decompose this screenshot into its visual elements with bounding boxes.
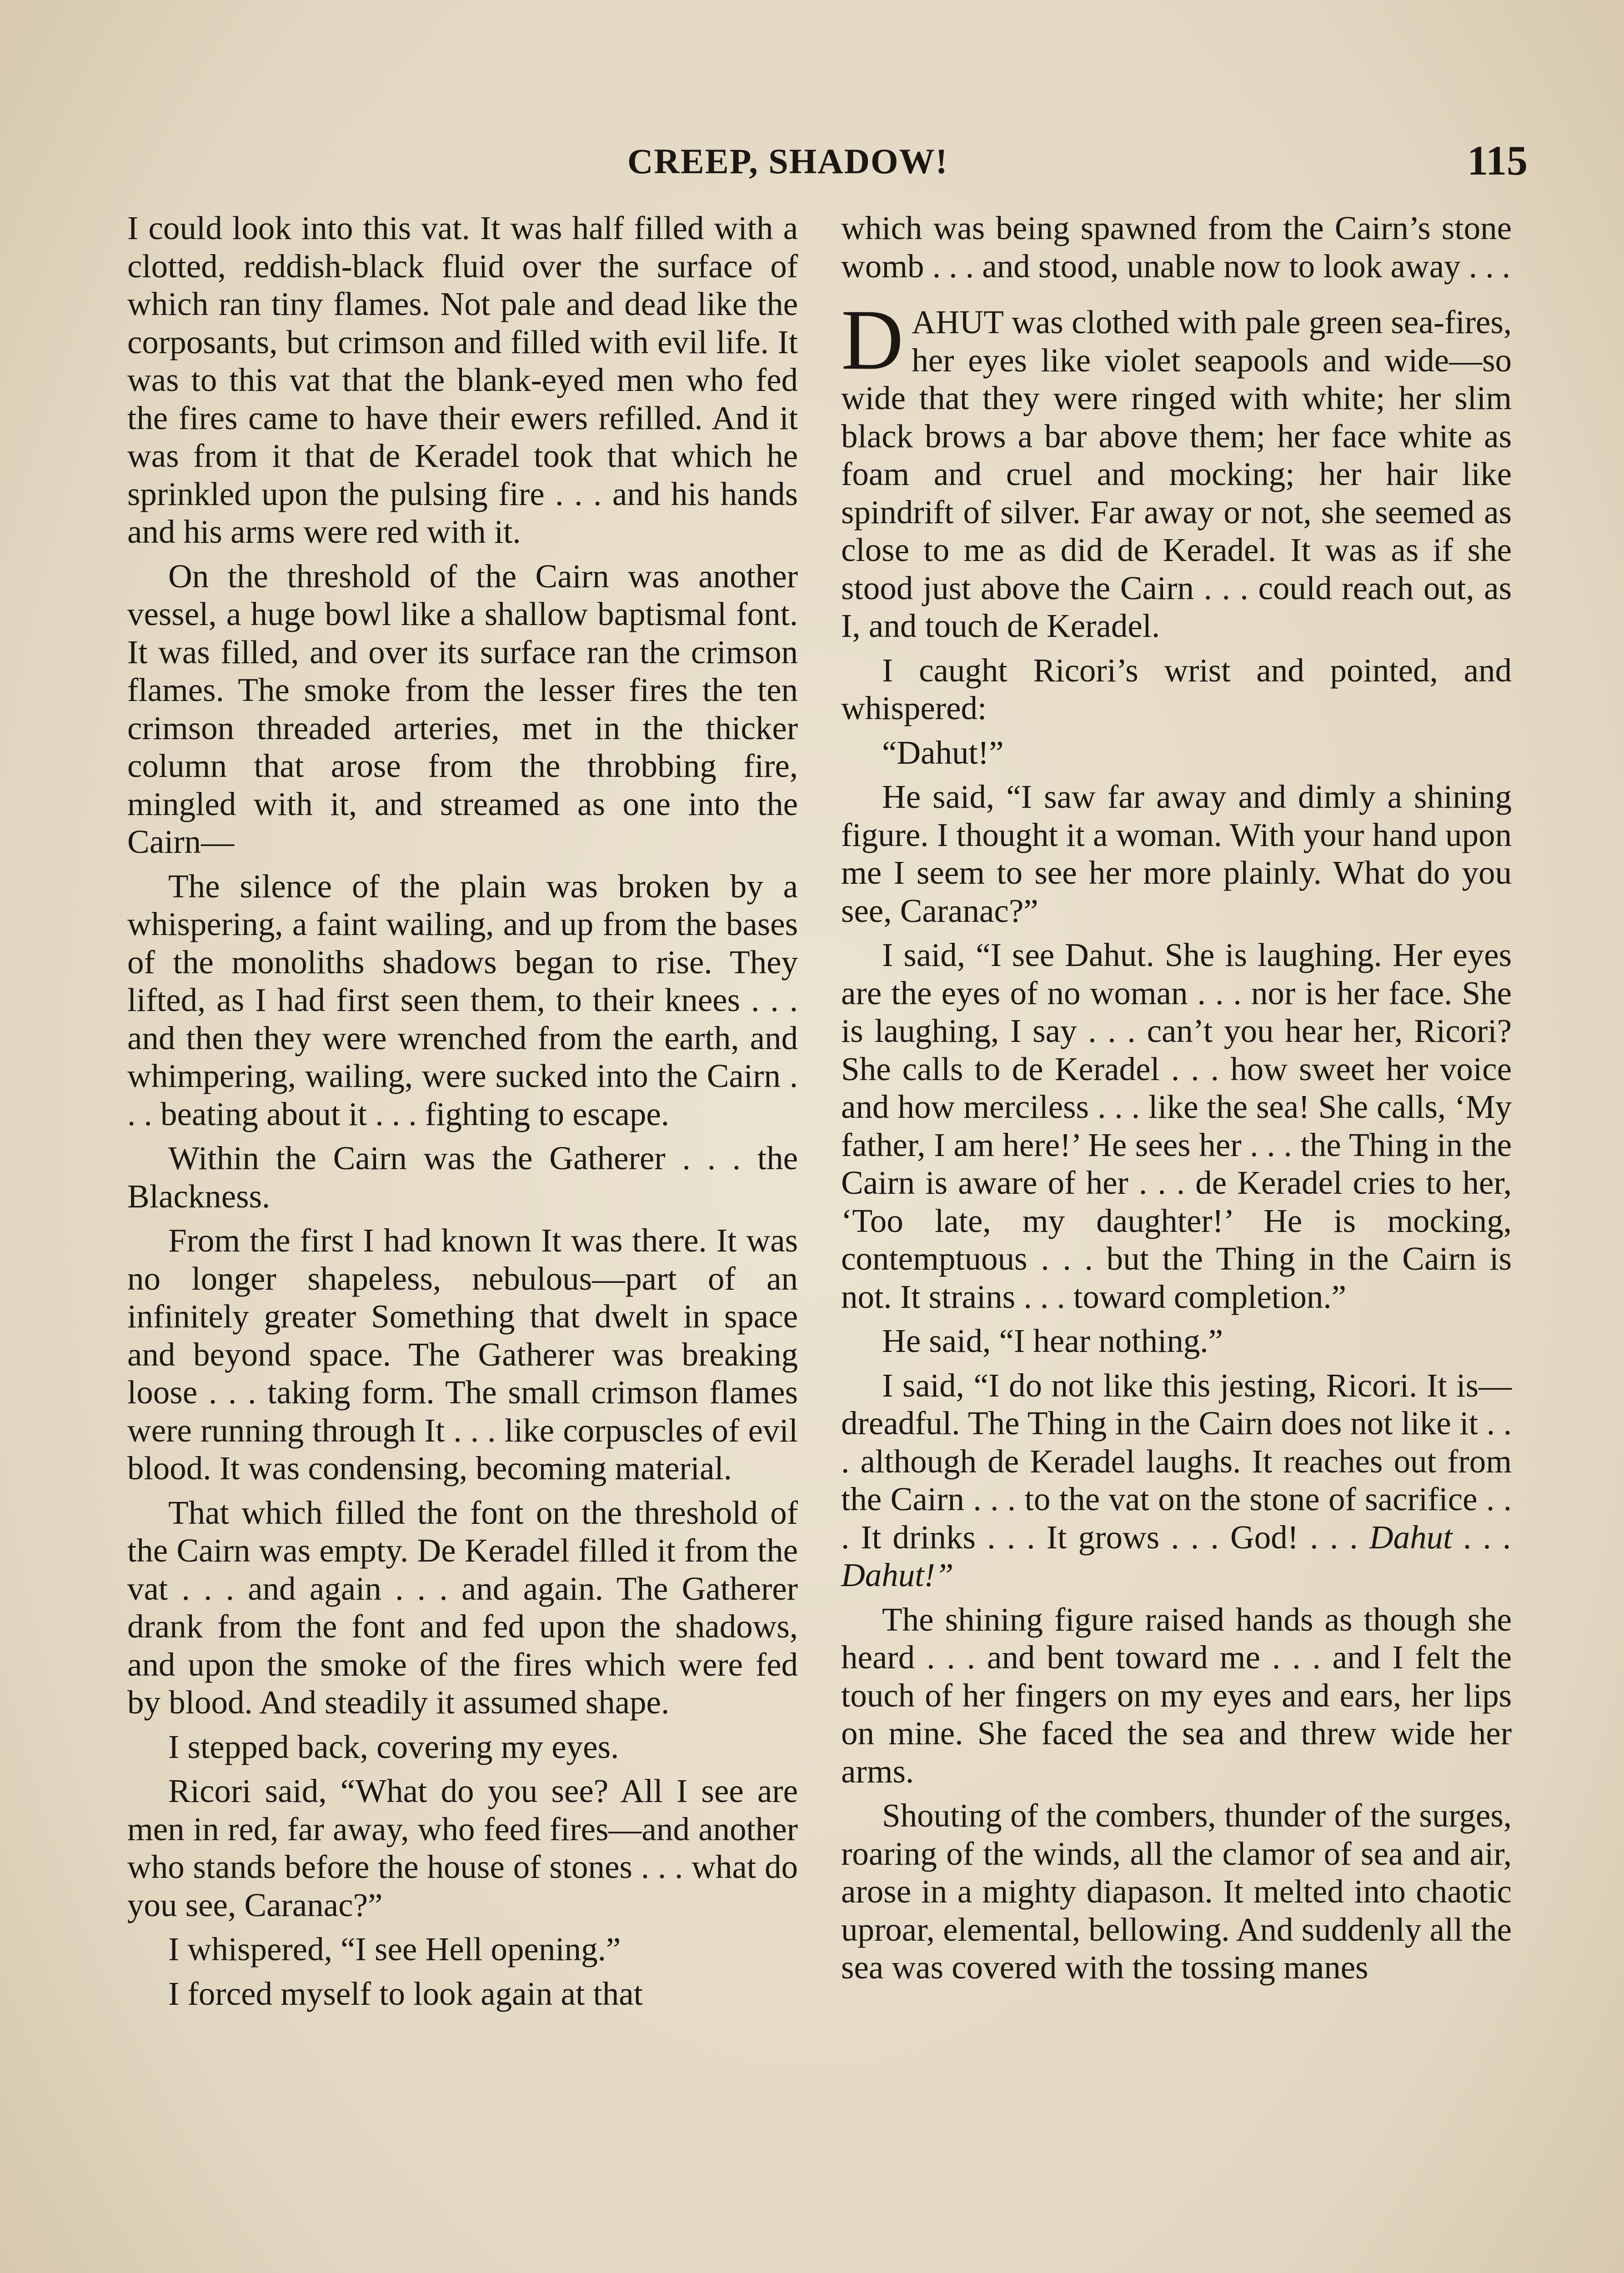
paragraph: which was being spawned from the Cairn’s stone womb . . . and stood, unable now to look away . . . <box>841 210 1512 285</box>
paragraph: I whispered, “I see Hell opening.” <box>168 1931 621 1968</box>
paragraph: I could look into this vat. It was half filled with a clotted, reddish-black fluid over the surface of which ran tiny flames. Not pale and dead like the corposants, but crimson and filled with evil life. It was to this vat that the blank-eyed men who fed the fires came to have their ewers refilled. And it was from it that de Keradel took that which he sprinkled upon the pulsing fire . . . and his hands and his arms were red with it. <box>127 210 798 550</box>
drop-cap: D <box>841 292 904 388</box>
page-header <box>627 136 1528 191</box>
paragraph: Within the Cairn was the Gatherer . . . the Blackness. <box>127 1140 798 1215</box>
left-column <box>127 209 798 2019</box>
paragraph: On the threshold of the Cairn was another vessel, a huge bowl like a shallow baptismal font. It was filled, and over its surface ran the crimson flames. The smoke from the lesser fires the ten crimson threaded arteries, met in the thicker column that arose from the throbbing fire, mingled with it, and streamed as one into the Cairn— <box>127 557 798 860</box>
paragraph: I stepped back, covering my eyes. <box>168 1728 619 1765</box>
paragraph: Ricori said, “What do you see? All I see are men in red, far away, who feed fires—and another who stands before the house of stones . . . what do you see, Caranac?” <box>127 1772 798 1923</box>
paragraph: From the first I had known It was there. It was no longer shapeless, nebulous—part of an infinitely greater Something that dwelt in space and beyond space. The Gatherer was breaking loose . . . taking form. The small crimson flames were running through It . . . like corpuscles of evil blood. It was condensing, becoming material. <box>127 1222 798 1487</box>
dropcap-text: AHUT was clothed with pale green sea-fires, her eyes like violet seapools and wide—so wide that they were ringed with white; her slim black brows a bar above them; her face white as foam and cruel and mocking; her hair like spindrift of silver. Far away or not, she seemed as close to me as did de Keradel. It was as if she stood just above the Cairn . . . could reach out, as I, and touch de Keradel. <box>841 304 1512 644</box>
paragraph: He said, “I saw far away and dimly a shining figure. I thought it a woman. With your hand upon me I seem to see her more plainly. What do you see, Caranac?” <box>841 778 1512 929</box>
italic-text: Dahut . . . Dahut!” <box>841 1518 1512 1593</box>
dropcap-paragraph <box>841 292 1512 645</box>
paragraph <box>841 1367 1512 1594</box>
paragraph: The silence of the plain was broken by a whispering, a faint wailing, and up from the bases of the monoliths shadows began to rise. They lifted, as I had first seen them, to their knees . . . and then they were wrenched from the earth, and whimpering, wailing, were sucked into the Cairn . . . beating about it . . . fighting to escape. <box>127 867 798 1132</box>
paragraph: The shining figure raised hands as though she heard . . . and bent toward me . . . and I felt the touch of her fingers on my eyes and ears, her lips on mine. She faced the sea and threw wide her arms. <box>841 1601 1512 1790</box>
right-column <box>841 209 1512 1993</box>
paragraph: “Dahut!” <box>882 734 1004 771</box>
paragraph: Shouting of the combers, thunder of the surges, roaring of the winds, all the clamor of sea and air, arose in a mighty diapason. It melted into chaotic uproar, elemental, bellowing. And suddenly all the sea was covered with the tossing manes <box>841 1797 1512 1986</box>
page-number: 115 <box>1467 137 1528 184</box>
paragraph: I caught Ricori’s wrist and pointed, and whispered: <box>841 651 1512 726</box>
paragraph: I forced myself to look again at that <box>168 1975 643 2012</box>
paragraph-text: I said, “I do not like this jesting, Ricori. It is—dreadful. The Thing in the Cairn does not like it . . . although de Keradel laughs. It reaches out from the Cairn . . . to the vat on the stone of sacrifice . . . It drinks . . . It grows . . . God! . . . <box>841 1367 1512 1556</box>
paragraph: I said, “I see Dahut. She is laughing. Her eyes are the eyes of no woman . . . nor is her face. She is laughing, I say . . . can’t you hear her, Ricori? She calls to de Keradel . . . how sweet her voice and how merciless . . . like the sea! She calls, ‘My father, I am here!’ He sees her . . . the Thing in the Cairn is aware of her . . . de Keradel cries to her, ‘Too late, my daughter!’ He is mocking, contemptuous . . . but the Thing in the Cairn is not. It strains . . . toward completion.” <box>841 936 1512 1315</box>
paragraph: He said, “I hear nothing.” <box>882 1322 1223 1359</box>
paragraph: That which filled the font on the threshold of the Cairn was empty. De Keradel filled it from the vat . . . and again . . . and again. The Gatherer drank from the font and fed upon the shadows, and upon the smoke of the fires which were fed by blood. And steadily it assumed shape. <box>127 1494 798 1721</box>
running-title: CREEP, SHADOW! <box>627 141 948 181</box>
